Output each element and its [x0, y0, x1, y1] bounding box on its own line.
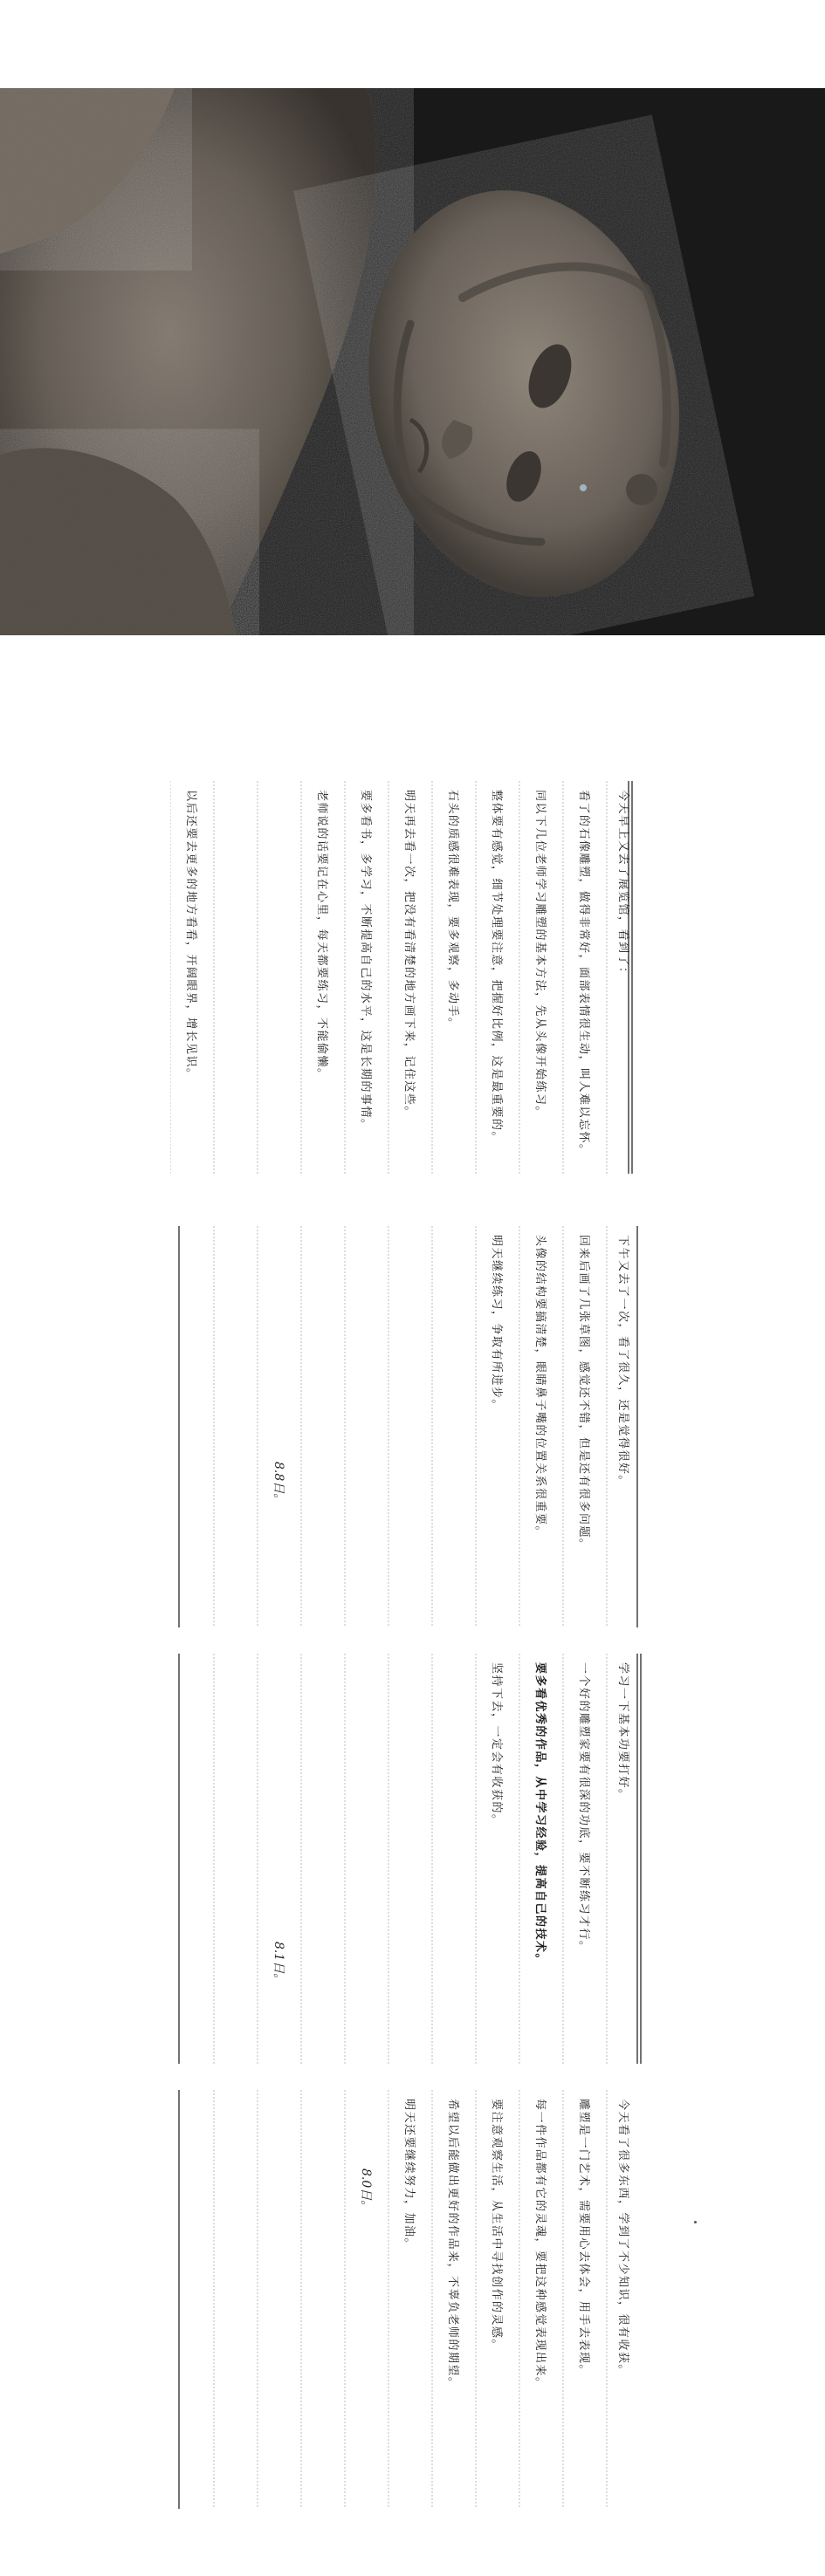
page4-line: 明天还要继续努力，加油。 — [402, 2099, 416, 2251]
page2-line: 明天继续练习，争取有所进步。 — [490, 1235, 503, 1413]
page4-line: 要注意观察生活，从生活中寻找创作的灵感。 — [490, 2099, 503, 2353]
notebook-page-2 — [170, 1226, 668, 1627]
notebook-page-3 — [170, 1654, 668, 2064]
page1-line: 明天再去看一次，把没有看清楚的地方画下来，记住这些。 — [402, 790, 416, 1120]
notebook-page-4 — [170, 2090, 668, 2509]
ink-dot — [694, 2221, 697, 2223]
page1-line: 今天早上又去了展览馆，看到了： — [616, 790, 629, 980]
page1-line: 以后还要去更多的地方看看，开阔眼界，增长见识。 — [184, 790, 197, 1081]
page1-line: 石头的质感很难表现，要多观察，多动手。 — [446, 790, 459, 1031]
page4-line: 每一件作品都有它的灵魂，要把这种感觉表现出来。 — [533, 2099, 547, 2390]
page1-line: 整体要有感觉，细节处理要注意，把握好比例，这是最重要的。 — [490, 790, 503, 1145]
page3-line: 学习一下基本功要打好。 — [616, 1662, 629, 1802]
page2-line: 头像的结构要搞清楚，眼睛鼻子嘴的位置关系很重要。 — [533, 1235, 547, 1539]
handwritten-notes — [170, 781, 668, 2513]
photo-stone-bust — [0, 88, 825, 635]
page4-line: 雕塑是一门艺术，需要用心去体会，用手去表现。 — [577, 2099, 590, 2378]
page1-line: 同以下几位老师学习雕塑的基本方法，先从头像开始练习。 — [533, 790, 547, 1120]
page1-line: 要多看书，多学习，不断提高自己的水平，这是长期的事情。 — [359, 790, 372, 1132]
page4-line: 希望以后能做出更好的作品来，不辜负老师的期望。 — [446, 2099, 459, 2390]
page3-line: 坚持下去，一定会有收获的。 — [490, 1662, 503, 1827]
page3-date: 8.1日。 — [272, 1942, 285, 1986]
page4-date: 8.0日。 — [359, 2168, 373, 2213]
page1-line: 看了的石像雕塑，做得非常好，面部表情很生动，叫人难以忘怀。 — [577, 790, 590, 1157]
page3-line: 一个好的雕塑家要有很深的功底，要不断练习才行。 — [577, 1662, 590, 1954]
page2-line: 下午又去了一次，看了很久，还是觉得很好。 — [616, 1235, 629, 1489]
page2-date: 8.8日。 — [272, 1462, 285, 1506]
page3-line: 要多看优秀的作品，从中学习经验，提高自己的技术。 — [533, 1662, 547, 1967]
page4-line: 今天看了很多东西，学到了不少知识，很有收获。 — [616, 2099, 629, 2378]
stone-bust-face-icon — [0, 88, 825, 635]
page2-line: 回来后画了几张草图，感觉还不错，但是还有很多问题。 — [577, 1235, 590, 1552]
notebook-page-1 — [170, 781, 668, 1174]
page1-line: 老师说的话要记在心里，每天都要练习，不能偷懒。 — [315, 790, 328, 1081]
